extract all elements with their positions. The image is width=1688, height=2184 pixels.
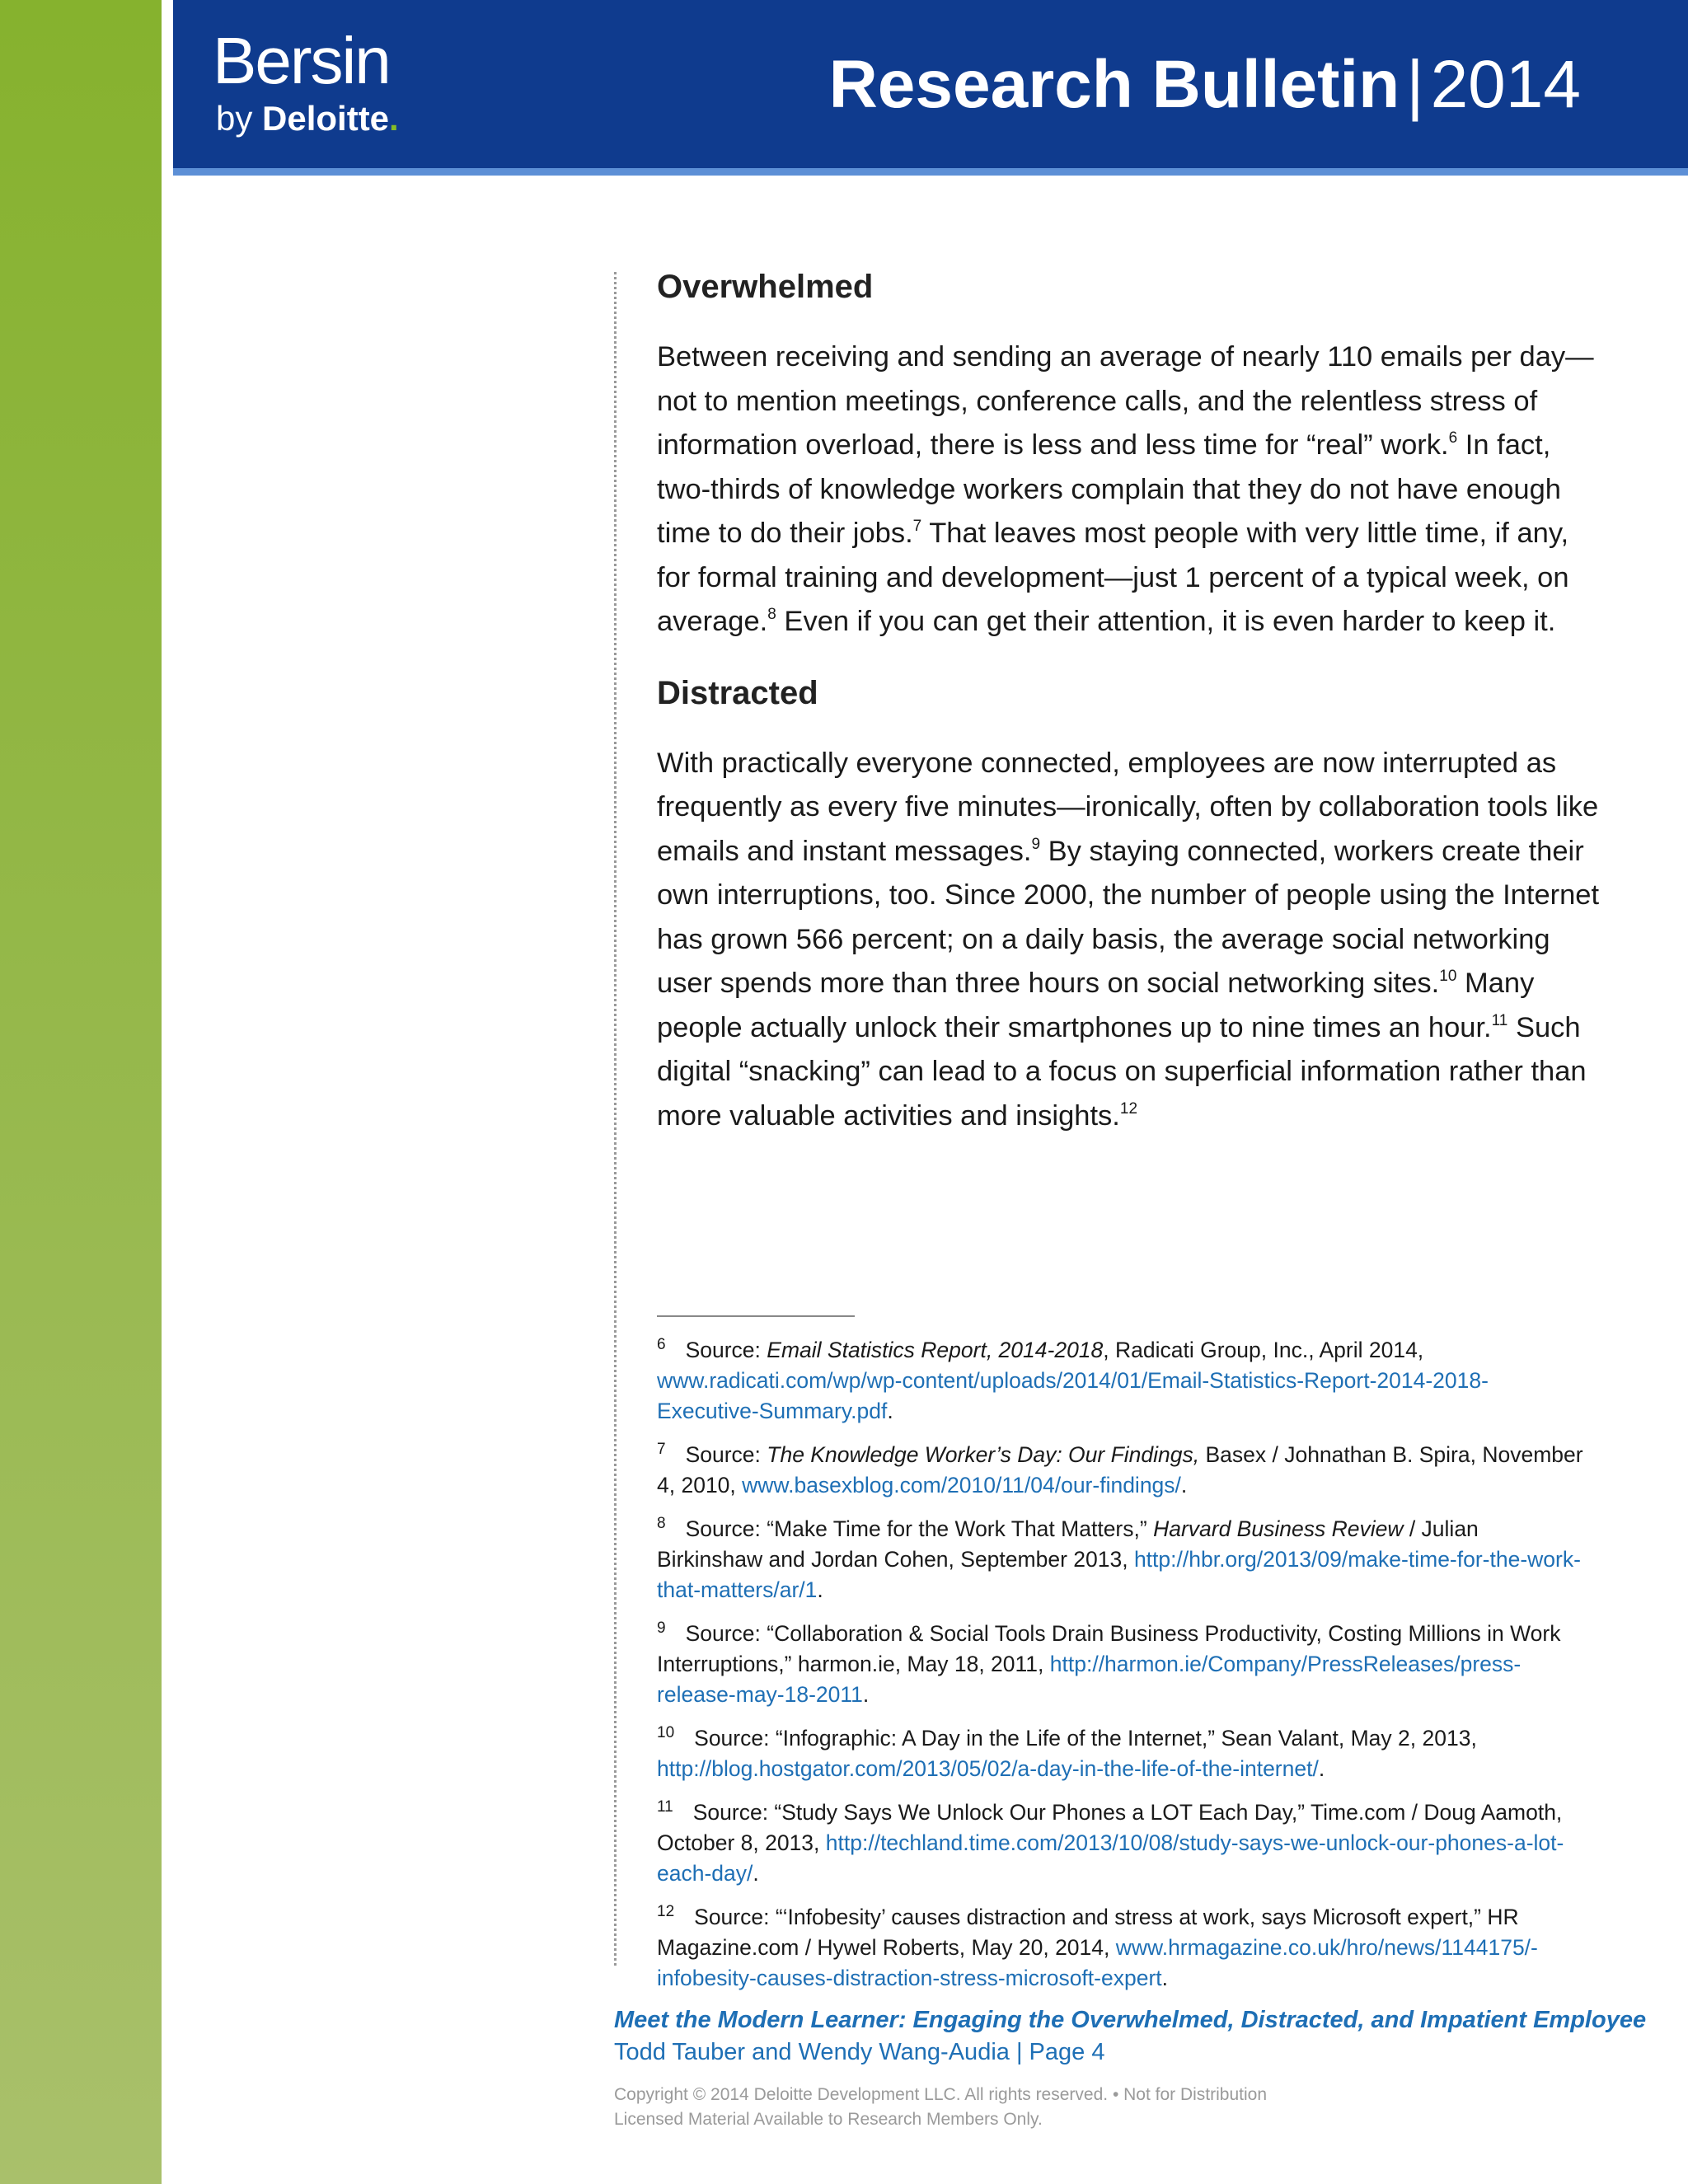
- footnote-item: [657, 1619, 1588, 1710]
- section-heading: Distracted: [657, 674, 818, 711]
- section-paragraph: [657, 742, 1605, 1139]
- logo-by-deloitte: [216, 99, 399, 138]
- paragraph-text: By staying connected, workers create their own interruptions, too. Since 2000, the number of people using the Internet has grown 566 percent; on a daily basis, the average social networking user spends more than three hours on social networking sites.: [657, 835, 1600, 999]
- footnote-source-text: Source:: [685, 1338, 767, 1362]
- footnote-number: 12: [657, 1903, 675, 1920]
- footnote-link[interactable]: www.radicati.com/wp/wp-content/uploads/2014/01/Email-Statistics-Report-2014-2018-Executive-Summary.pdf: [657, 1368, 1489, 1423]
- footnote-link[interactable]: http://harmon.ie/Company/PressReleases/press-release-may-18-2011: [657, 1652, 1522, 1707]
- footnote-source-text: Source:: [685, 1442, 767, 1467]
- article-sections: [657, 260, 1605, 1138]
- footnote-punctuation: .: [1318, 1756, 1325, 1781]
- footnote-item: [657, 1902, 1588, 1994]
- paragraph-text: That leaves most people with very little time, if any, for formal training and development—just 1 percent of a typical week, on average.: [657, 518, 1569, 637]
- footnote-ref: 9: [1031, 835, 1041, 853]
- footnote-punctuation: .: [1180, 1473, 1188, 1497]
- footnote-source-text: Source: “Make Time for the Work That Matters,”: [685, 1516, 1154, 1541]
- footnote-ref: 8: [767, 606, 776, 623]
- footer-report-title: Meet the Modern Learner: Engaging the Overwhelmed, Distracted, and Impatient Employee: [614, 2007, 1647, 2033]
- footnote-ref: 12: [1119, 1099, 1138, 1118]
- footnote-punctuation: .: [753, 1861, 759, 1886]
- footer-authors-page: Todd Tauber and Wendy Wang-Audia | Page 4: [614, 2039, 1105, 2065]
- footnote-publication-title: The Knowledge Worker’s Day: Our Findings,: [767, 1442, 1200, 1467]
- footnote-ref: 7: [912, 518, 922, 535]
- footnote-source-text: , Radicati Group, Inc., April 2014,: [1103, 1338, 1424, 1362]
- footnote-number: 8: [657, 1515, 666, 1532]
- paragraph-text: Between receiving and sending an average of nearly 110 emails per day—not to mention meetings, conference calls, and the relentless stress of information overload, there is less and less time for “real” work.: [657, 341, 1594, 461]
- footnote-publication-title: Harvard Business Review: [1153, 1516, 1404, 1541]
- footnote-number: 11: [657, 1798, 673, 1816]
- side-color-bar: [0, 0, 162, 2184]
- logo-bersin: Bersin: [213, 24, 390, 97]
- footnote-item: [657, 1514, 1588, 1605]
- footnote-punctuation: .: [817, 1577, 823, 1602]
- footnote-item: [657, 1797, 1588, 1889]
- header-banner: [173, 0, 1688, 176]
- copyright-notice: [614, 2083, 1267, 2132]
- footnote-punctuation: .: [862, 1682, 870, 1707]
- footnote-publication-title: Email Statistics Report, 2014-2018: [767, 1338, 1104, 1362]
- license-line: Licensed Material Available to Research Members Only.: [614, 2110, 1043, 2129]
- footnote-item: [657, 1723, 1588, 1784]
- paragraph-text: With practically everyone connected, employees are now interrupted as frequently as every five minutes—ironically, often by collaboration tools like emails and instant messages.: [657, 747, 1599, 867]
- footnote-source-text: Source: “Collaboration & Social Tools Drain Business Productivity, Costing Millions in Work Interruptions,” harmon.ie, May 18, 2011,: [657, 1621, 1561, 1676]
- footnote-link[interactable]: http://hbr.org/2013/09/make-time-for-the-work-that-matters/ar/1: [657, 1547, 1581, 1602]
- page-title: [829, 46, 1581, 124]
- paragraph-text: In fact, two-thirds of knowledge workers complain that they do not have enough time to do their jobs.: [657, 429, 1561, 549]
- footnotes-list: [657, 1335, 1588, 2007]
- paragraph-text: Such digital “snacking” can lead to a focus on superficial information rather than more valuable activities and insights.: [657, 1011, 1587, 1132]
- paragraph-text: Even if you can get their attention, it is even harder to keep it.: [776, 606, 1556, 637]
- footnote-ref: 10: [1439, 968, 1457, 985]
- footnote-link[interactable]: www.hrmagazine.co.uk/hro/news/1144175/-infobesity-causes-distraction-stress-microsoft-expert: [657, 1935, 1538, 1990]
- footnote-source-text: Basex / Johnathan B. Spira, November 4, 2010,: [657, 1442, 1583, 1497]
- footnote-number: 6: [657, 1336, 666, 1353]
- footnote-number: 10: [657, 1724, 675, 1741]
- dotted-divider: [614, 272, 617, 1966]
- section-paragraph: [657, 335, 1605, 644]
- logo-by-text: by: [216, 99, 253, 138]
- copyright-line: Copyright © 2014 Deloitte Development LLC. All rights reserved. • Not for Distribution: [614, 2085, 1268, 2104]
- footnote-ref: 6: [1448, 429, 1458, 447]
- footnote-link[interactable]: http://blog.hostgator.com/2013/05/02/a-day-in-the-life-of-the-internet/: [657, 1756, 1319, 1781]
- logo-dot: .: [389, 99, 399, 138]
- footnote-punctuation: .: [887, 1399, 893, 1423]
- footnote-number: 9: [657, 1619, 666, 1637]
- footnote-item: [657, 1440, 1588, 1501]
- footnote-source-text: / Julian Birkinshaw and Jordan Cohen, September 2013,: [657, 1516, 1479, 1572]
- footnote-ref: 11: [1491, 1011, 1508, 1029]
- paragraph-text: Many people actually unlock their smartphones up to nine times an hour.: [657, 968, 1535, 1043]
- footnote-source-text: Source: “Study Says We Unlock Our Phones a LOT Each Day,” Time.com / Doug Aamoth, October 8, 2013,: [657, 1800, 1563, 1855]
- footnote-link[interactable]: http://techland.time.com/2013/10/08/study-says-we-unlock-our-phones-a-lot-each-day/: [657, 1830, 1564, 1886]
- footnote-link[interactable]: www.basexblog.com/2010/11/04/our-findings/: [742, 1473, 1181, 1497]
- footnote-source-text: Source: “Infographic: A Day in the Life of the Internet,” Sean Valant, May 2, 2013,: [694, 1726, 1477, 1750]
- footnote-punctuation: .: [1161, 1966, 1169, 1990]
- title-separator: |: [1406, 47, 1424, 122]
- section-heading: Overwhelmed: [657, 269, 874, 305]
- footnote-item: [657, 1335, 1588, 1427]
- footnote-source-text: Source: “‘Infobesity’ causes distraction and stress at work, says Microsoft expert,” HR Magazine.com / Hywel Roberts, May 20, 2014,: [657, 1905, 1519, 1960]
- footnote-number: 7: [657, 1441, 666, 1458]
- logo-deloitte-text: Deloitte: [262, 99, 390, 138]
- bulletin-title: Research Bulletin: [828, 47, 1400, 122]
- main-content: [657, 260, 1605, 1160]
- footnote-divider: [657, 1315, 855, 1317]
- bulletin-year: 2014: [1430, 47, 1581, 122]
